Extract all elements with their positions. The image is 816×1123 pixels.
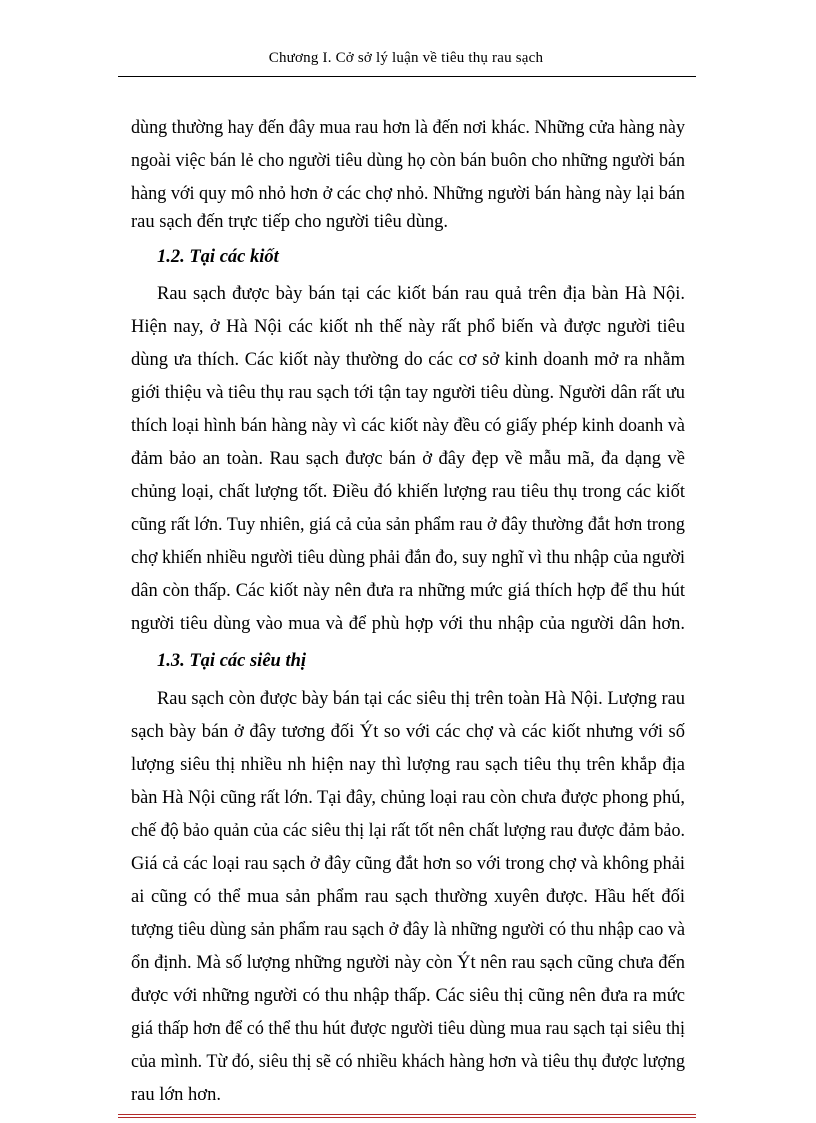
body-line: ngoài việc bán lẻ cho người tiêu dùng họ còn bán buôn cho những người bán [131, 151, 685, 171]
body-line: ổn định. Mà số lượng những người này còn Ýt nên rau sạch cũng chưa đến [131, 953, 685, 973]
body-line: đảm bảo an toàn. Rau sạch được bán ở đây đẹp về mẫu mã, đa dạng về [131, 449, 685, 469]
body-line: chủng loại, chất lượng tốt. Điều đó khiến lượng rau tiêu thụ trong các kiốt [131, 482, 685, 502]
header-rule [118, 76, 696, 77]
body-line: người tiêu dùng vào mua và để phù hợp với thu nhập của người dân hơn. [131, 614, 685, 634]
body-line: của mình. Từ đó, siêu thị sẽ có nhiều khách hàng hơn và tiêu thụ được lượng [131, 1052, 685, 1072]
body-line: hàng với quy mô nhỏ hơn ở các chợ nhỏ. Những người bán hàng này lại bán [131, 184, 685, 204]
body-line: bàn Hà Nội cũng rất lớn. Tại đây, chủng loại rau còn chưa được phong phú, [131, 788, 685, 808]
body-line: Hiện nay, ở Hà Nội các kiốt nh thế này rất phổ biến và được người tiêu [131, 317, 685, 337]
body-line: tượng tiêu dùng sản phẩm rau sạch ở đây là những người có thu nhập cao và [131, 920, 685, 940]
section-heading-1-3: 1.3. Tại các siêu thị [157, 651, 307, 671]
body-line: rau lớn hơn. [131, 1085, 221, 1105]
body-line: chế độ bảo quản của các siêu thị lại rất tốt nên chất lượng rau được đảm bảo. [131, 821, 685, 841]
body-line: Rau sạch được bày bán tại các kiốt bán rau quả trên địa bàn Hà Nội. [157, 284, 685, 304]
chapter-title: Chương I. Cở sở lý luận về tiêu thụ rau sạch [268, 50, 544, 66]
body-line: dùng ưa thích. Các kiốt này thường do các cơ sở kinh doanh mở ra nhằm [131, 350, 685, 370]
body-line: được với những người có thu nhập thấp. Các siêu thị cũng nên đưa ra mức [131, 986, 685, 1006]
body-line: Rau sạch còn được bày bán tại các siêu thị trên toàn Hà Nội. Lượng rau [157, 689, 685, 709]
footer-rule-top [118, 1114, 696, 1115]
footer-rule-bottom [118, 1117, 696, 1118]
body-line: giới thiệu và tiêu thụ rau sạch tới tận tay người tiêu dùng. Người dân rất ưu [131, 383, 685, 403]
body-line: ai cũng có thể mua sản phẩm rau sạch thường xuyên được. Hầu hết đối [131, 887, 685, 907]
body-line: Giá cả các loại rau sạch ở đây cũng đắt hơn so với trong chợ và không phải [131, 854, 685, 874]
body-line: dân còn thấp. Các kiốt này nên đưa ra những mức giá thích hợp để thu hút [131, 581, 685, 601]
body-line: giá thấp hơn để có thể thu hút được người tiêu dùng mua rau sạch tại siêu thị [131, 1019, 685, 1039]
body-line: lượng siêu thị nhiều nh hiện nay thì lượng rau sạch tiêu thụ trên khắp địa [131, 755, 685, 775]
body-line: chợ khiến nhiều người tiêu dùng phải đắn đo, suy nghĩ vì thu nhập của người [131, 548, 685, 568]
body-line: cũng rất lớn. Tuy nhiên, giá cả của sản phẩm rau ở đây thường đắt hơn trong [131, 515, 685, 535]
section-heading-1-2: 1.2. Tại các kiốt [157, 247, 279, 267]
body-line: dùng thường hay đến đây mua rau hơn là đến nơi khác. Những cửa hàng này [131, 118, 685, 138]
body-line: rau sạch đến trực tiếp cho người tiêu dùng. [131, 212, 449, 232]
body-line: thích loại hình bán hàng này vì các kiốt này đều có giấy phép kinh doanh và [131, 416, 685, 436]
body-line: sạch bày bán ở đây tương đối Ýt so với các chợ và các kiốt nhưng với số [131, 722, 685, 742]
